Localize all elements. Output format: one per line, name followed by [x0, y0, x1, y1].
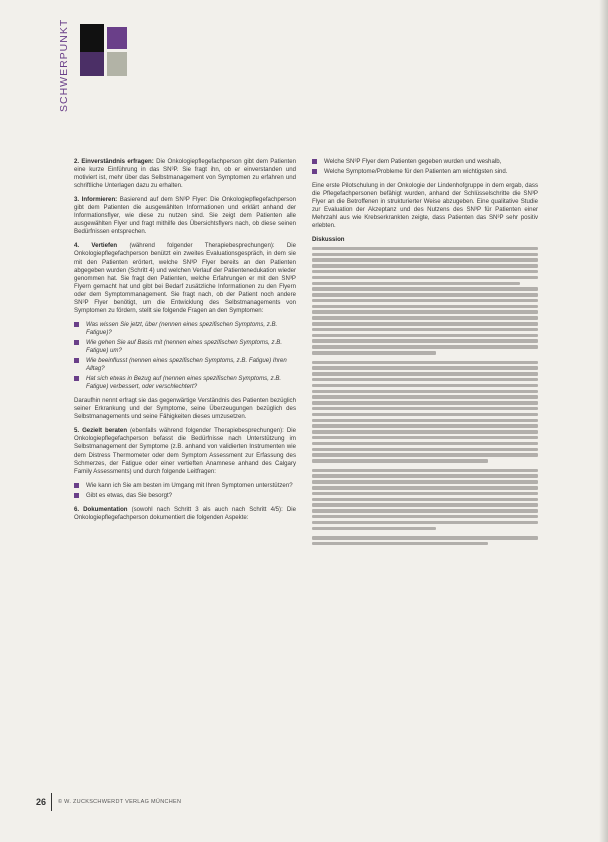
hoffman-paragraph	[312, 361, 538, 463]
list-item-text: Welche Symptome/Probleme für den Patienten am wichtigsten sind.	[324, 168, 508, 176]
closing-paragraph	[312, 536, 538, 545]
step-4-after-text: Daraufhin nennt erfragt sie das gegenwärtige Verständnis des Patienten bezüglich seiner Erkrankung und der Symptome, seine Überzeugungen bezüglich des Selbstmanagements und seine Fähigkeiten dieses umzusetzen.	[74, 397, 296, 421]
step-5-question-list	[74, 482, 296, 500]
publisher-line: © W. ZUCKSCHWERDT VERLAG MÜNCHEN	[58, 799, 182, 805]
step-5-heading: 5. Gezielt beraten	[74, 427, 128, 435]
footer-divider	[51, 793, 52, 811]
list-item	[74, 482, 296, 490]
page-number: 26	[36, 797, 47, 807]
right-column	[312, 158, 538, 551]
list-item-text: Welche SN³P Flyer dem Patienten gegeben wurden und weshalb,	[324, 158, 502, 165]
bullet-square-icon	[74, 358, 79, 363]
list-item	[74, 321, 296, 337]
paragraph-step-5	[74, 427, 296, 475]
list-item	[74, 375, 296, 391]
bullet-square-icon	[74, 493, 79, 498]
bullet-square-icon	[312, 169, 317, 174]
section-label: SCHWERPUNKT	[58, 18, 70, 112]
bullet-square-icon	[74, 340, 79, 345]
bullet-square-icon	[312, 159, 317, 164]
step-3-text: Basierend auf dem SN³P Flyer: Die Onkologiepflegefachperson gibt dem Patienten die ausgewählten Informationen und erklärt anhand der Informationsflyer, wie diese zu nutzen sind. Sie zeigt dem Patienten alle ausgewählten Flyer und fragt mithilfe des Übersichtsflyers nach, ob diese seinen Bedürfnissen entsprechen.	[74, 196, 296, 236]
patient-education-paragraph	[312, 469, 538, 530]
bullet-square-icon	[74, 376, 79, 381]
list-item	[74, 492, 296, 500]
bullet-square-icon	[74, 322, 79, 327]
paragraph-step-3	[74, 196, 296, 236]
paragraph-step-4	[74, 242, 296, 314]
step-5-text: (ebenfalls während folgender Therapiebesprechungen): Die Onkologiepflegefachperson befasst die Bedürfnisse nach Unterstützung im Selbstmanagement der Symptome (z.B. anhand von validierten Instrumenten wie dem Distress Thermometer oder dem Symptom Assessment zur Erfassung des Schmerzes, der Fatigue oder einer vertieften Anamnese anhand des Calgary Family Assessments) und durch folgende Leitfragen:	[74, 427, 296, 475]
step-2-heading: 2. Einverständnis erfragen:	[74, 158, 154, 165]
discussion-heading: Diskussion	[312, 236, 345, 244]
list-item-text: Wie kann ich Sie am besten im Umgang mit Ihren Symptomen unterstützen?	[86, 481, 293, 489]
documentation-list	[312, 158, 538, 176]
list-item	[312, 158, 538, 166]
step-6-text: (sowohl nach Schritt 3 als auch nach Schritt 4/5): Die Onkologiepflegefachperson dokumentiert die folgenden Aspekte:	[74, 505, 296, 521]
step-3-heading: 3. Informieren:	[74, 196, 118, 204]
left-column	[74, 158, 296, 528]
bullet-square-icon	[74, 483, 79, 488]
step-4-heading: 4. Vertiefen	[74, 242, 118, 250]
list-item	[74, 339, 296, 355]
step-6-heading: 6. Dokumentation	[74, 505, 128, 513]
paragraph-step-6	[74, 506, 296, 522]
paragraph-step-2	[74, 158, 296, 190]
list-item-text: Gibt es etwas, das Sie besorgt?	[86, 491, 173, 499]
list-item-text: Wie beeinflusst (nennen eines spezifischen Symptoms, z.B. Fatigue) Ihren Alltag?	[86, 357, 287, 373]
pilot-study-text: Eine erste Pilotschulung in der Onkologie der Lindenhofgruppe in dem ergab, dass die Pflegefachpersonen befähigt wurden, anhand der Schlüsselschritte die SN³P Flyer an die Betroffenen in strukturierter Weise abzugeben. Eine qualitative Studie zur Evaluation der Akzeptanz und des Nutzens des SN³P für Patienten einer Mehrzahl aus wie Krebserkrankten zeigte, dass Patienten das SN³P sehr positiv erlebten.	[312, 182, 538, 230]
logo-square-grey	[107, 52, 127, 76]
logo-square-dark-purple	[80, 52, 104, 76]
logo-square-purple	[107, 27, 127, 49]
discussion-paragraph	[312, 247, 538, 355]
step-2-text: Die Onkologiepflegefachperson gibt dem Patienten eine kurze Einführung in das SN³P. Sie fragt ihn, ob er einverstanden und motiviert ist, mehr über das Selbstmanagement von Symptomen zu erfahren und schriftliche Unterlagen dazu zu erhalten.	[74, 158, 296, 190]
list-item	[74, 357, 296, 373]
list-item-text: Was wissen Sie jetzt, über (nennen eines spezifischen Symptoms, z.B. Fatigue)?	[86, 320, 278, 336]
list-item	[312, 168, 538, 176]
list-item-text: Hat sich etwas in Bezug auf (nennen eines spezifischen Symptoms, z.B. Fatigue) verbessert, oder verschlechtert?	[86, 375, 282, 391]
list-item-text: Wie gehen Sie auf Basis mit (nennen eines spezifischen Symptoms, z.B. Fatigue) um?	[86, 338, 283, 354]
step-4-question-list	[74, 321, 296, 391]
step-4-text: (während folgender Therapiebesprechungen): Die Onkologiepflegefachperson benützt ein zweites Evaluationsgespräch, in dem sie mit den Patienten erörtert, welche SN³P Flyer bereits an den Patienten abgegeben wurden (Schritt 4) und welchen Verlauf der Patientenedukation wieder genommen hat. Sie fragt den Patienten, welche Erfahrungen er mit den SN³P Flyern gemacht hat und gibt bei Bedarf zusätzliche Informationen zu den Flyern oder dem Symptommanagement. Sie fragt nach, ob der Patient noch andere SN³P Flyer benötigt, um die Entwicklung des Selbstmanagements von Symptomen zu fördern, stellt sie folgende Fragen an den Symptomen:	[74, 242, 297, 314]
